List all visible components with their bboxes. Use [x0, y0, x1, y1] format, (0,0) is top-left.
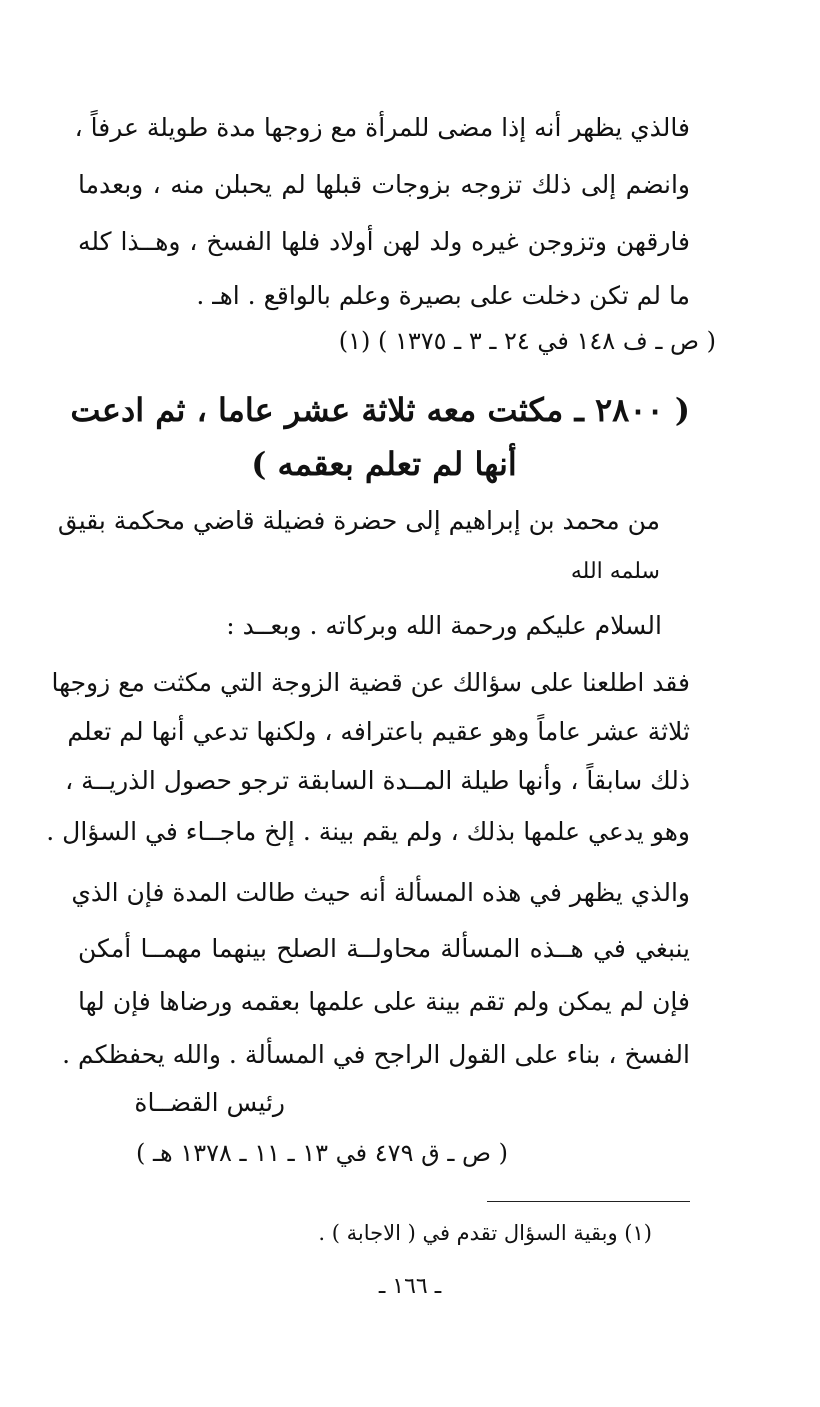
page-number: ـ ١٦٦ ـ	[378, 1274, 442, 1299]
footnote-separator	[487, 1201, 690, 1202]
paragraph-3-line-4: الفسخ ، بناء على القول الراجح في المسألة . والله يحفظكم .	[62, 1040, 690, 1069]
address-line-2: سلمه الله	[570, 559, 660, 584]
paragraph-3-line-2: ينبغي في هــذه المسألة محاولــة الصلح بينهما مهمــا أمكن	[78, 934, 690, 963]
paragraph-2-line-1: فقد اطلعنا على سؤالك عن قضية الزوجة التي مكثت مع زوجها	[51, 668, 690, 697]
paragraph-1-line-1: فالذي يظهر أنه إذا مضى للمرأة مع زوجها مدة طويلة عرفاً ،	[74, 113, 690, 142]
address-line-1: من محمد بن إبراهيم إلى حضرة فضيلة قاضي محكمة بقيق	[57, 506, 660, 535]
paragraph-3-line-3: فإن لم يمكن ولم تقم بينة على علمها بعقمه ورضاها فإن لها	[78, 987, 690, 1016]
reference-2: ( ص ـ ق ٤٧٩ في ١٣ ـ ١١ ـ ١٣٧٨ هـ )	[136, 1139, 508, 1167]
paragraph-1-line-2: وانضم إلى ذلك تزوجه بزوجات قبلها لم يحبلن منه ، وبعدما	[78, 170, 690, 199]
reference-1: ( ص ـ ف ١٤٨ في ٢٤ ـ ٣ ـ ١٣٧٥ ) (١)	[338, 327, 716, 355]
fatwa-heading-line-2: أنها لم تعلم بعقمه )	[251, 445, 517, 483]
paragraph-2-line-2: ثلاثة عشر عاماً وهو عقيم باعترافه ، ولكنها تدعي أنها لم تعلم	[67, 717, 690, 746]
paragraph-3-line-1: والذي يظهر في هذه المسألة أنه حيث طالت المدة فإن الذي	[71, 878, 690, 907]
signature: رئيس القضــاة	[134, 1088, 285, 1117]
fatwa-heading-line-1: ( ٢٨٠٠ ـ مكثت معه ثلاثة عشر عاما ، ثم ادعت	[70, 391, 690, 429]
paragraph-1-line-4: ما لم تكن دخلت على بصيرة وعلم بالواقع . اهـ .	[196, 281, 690, 310]
footnote: (١) وبقية السؤال تقدم في ( الاجابة ) .	[318, 1221, 652, 1245]
paragraph-1-line-3: فارقهن وتزوجن غيره ولد لهن أولاد فلها الفسخ ، وهــذا كله	[78, 227, 690, 256]
paragraph-2-line-4: وهو يدعي علمها بذلك ، ولم يقم بينة . إلخ ماجــاء في السؤال .	[46, 817, 690, 846]
paragraph-2-line-3: ذلك سابقاً ، وأنها طيلة المــدة السابقة ترجو حصول الذريــة ،	[65, 766, 690, 795]
greeting: السلام عليكم ورحمة الله وبركاته . وبعــد :	[226, 611, 662, 640]
